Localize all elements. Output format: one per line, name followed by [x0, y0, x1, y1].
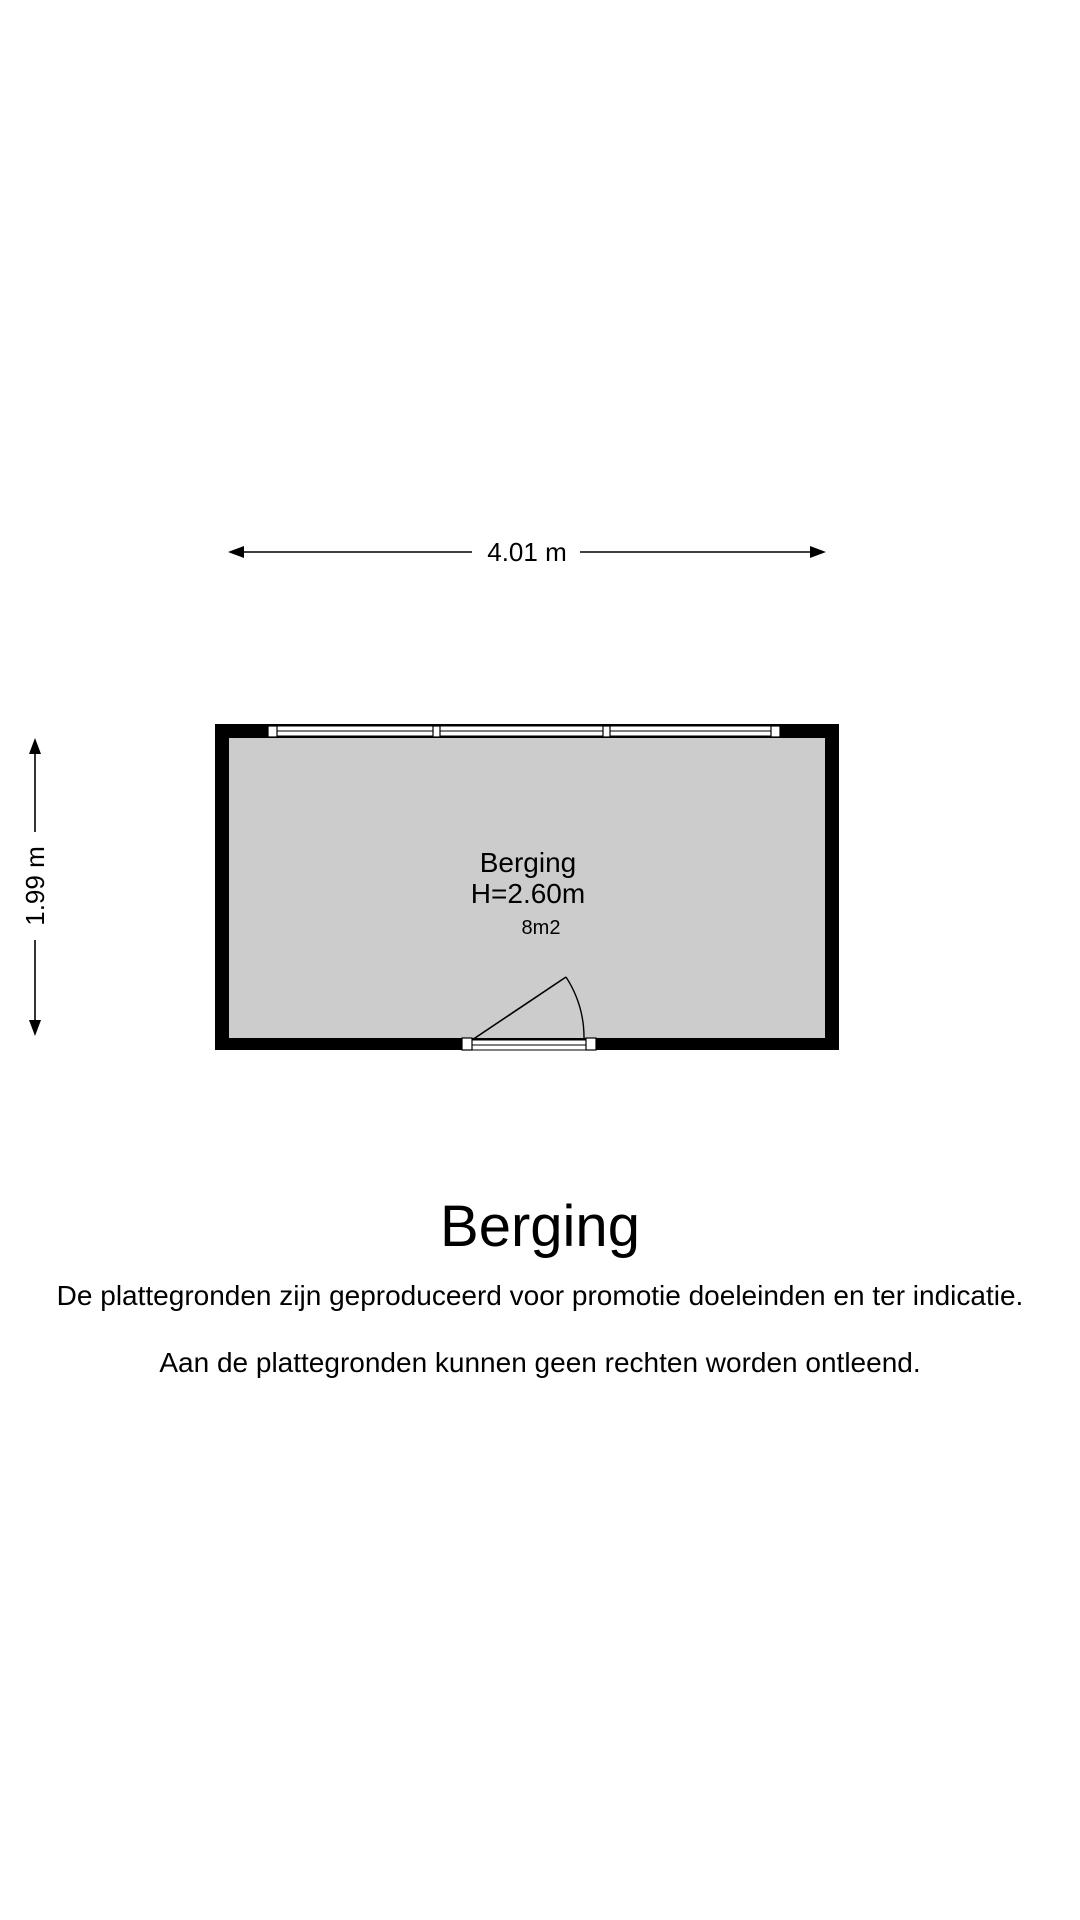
door-jamb-left [462, 1038, 472, 1050]
room-name-label: Berging [479, 847, 577, 878]
width-dimension [228, 537, 826, 567]
window-post [268, 726, 277, 737]
disclaimer-text: Aan de plattegronden kunnen geen rechten worden ontleend. [159, 1347, 921, 1378]
width-dimension-label: 4.01 m [487, 537, 567, 567]
arrow-left-icon [228, 546, 244, 558]
window-post [771, 726, 780, 737]
room-area-label: 8m2 [521, 917, 561, 939]
window-post [433, 726, 440, 737]
top-windows [268, 726, 780, 737]
arrow-up-icon [29, 738, 41, 754]
height-dimension-label: 1.99 m [20, 846, 50, 926]
door-jamb-right [586, 1038, 596, 1050]
arrow-down-icon [29, 1020, 41, 1036]
disclaimer-text: De plattegronden zijn geproduceerd voor promotie doeleinden en ter indicatie. [56, 1280, 1024, 1311]
arrow-right-icon [810, 546, 826, 558]
height-dimension [20, 738, 50, 1036]
window-post [603, 726, 610, 737]
room-height-label: H=2.60m [470, 878, 586, 909]
plan-title: Berging [440, 1194, 640, 1259]
